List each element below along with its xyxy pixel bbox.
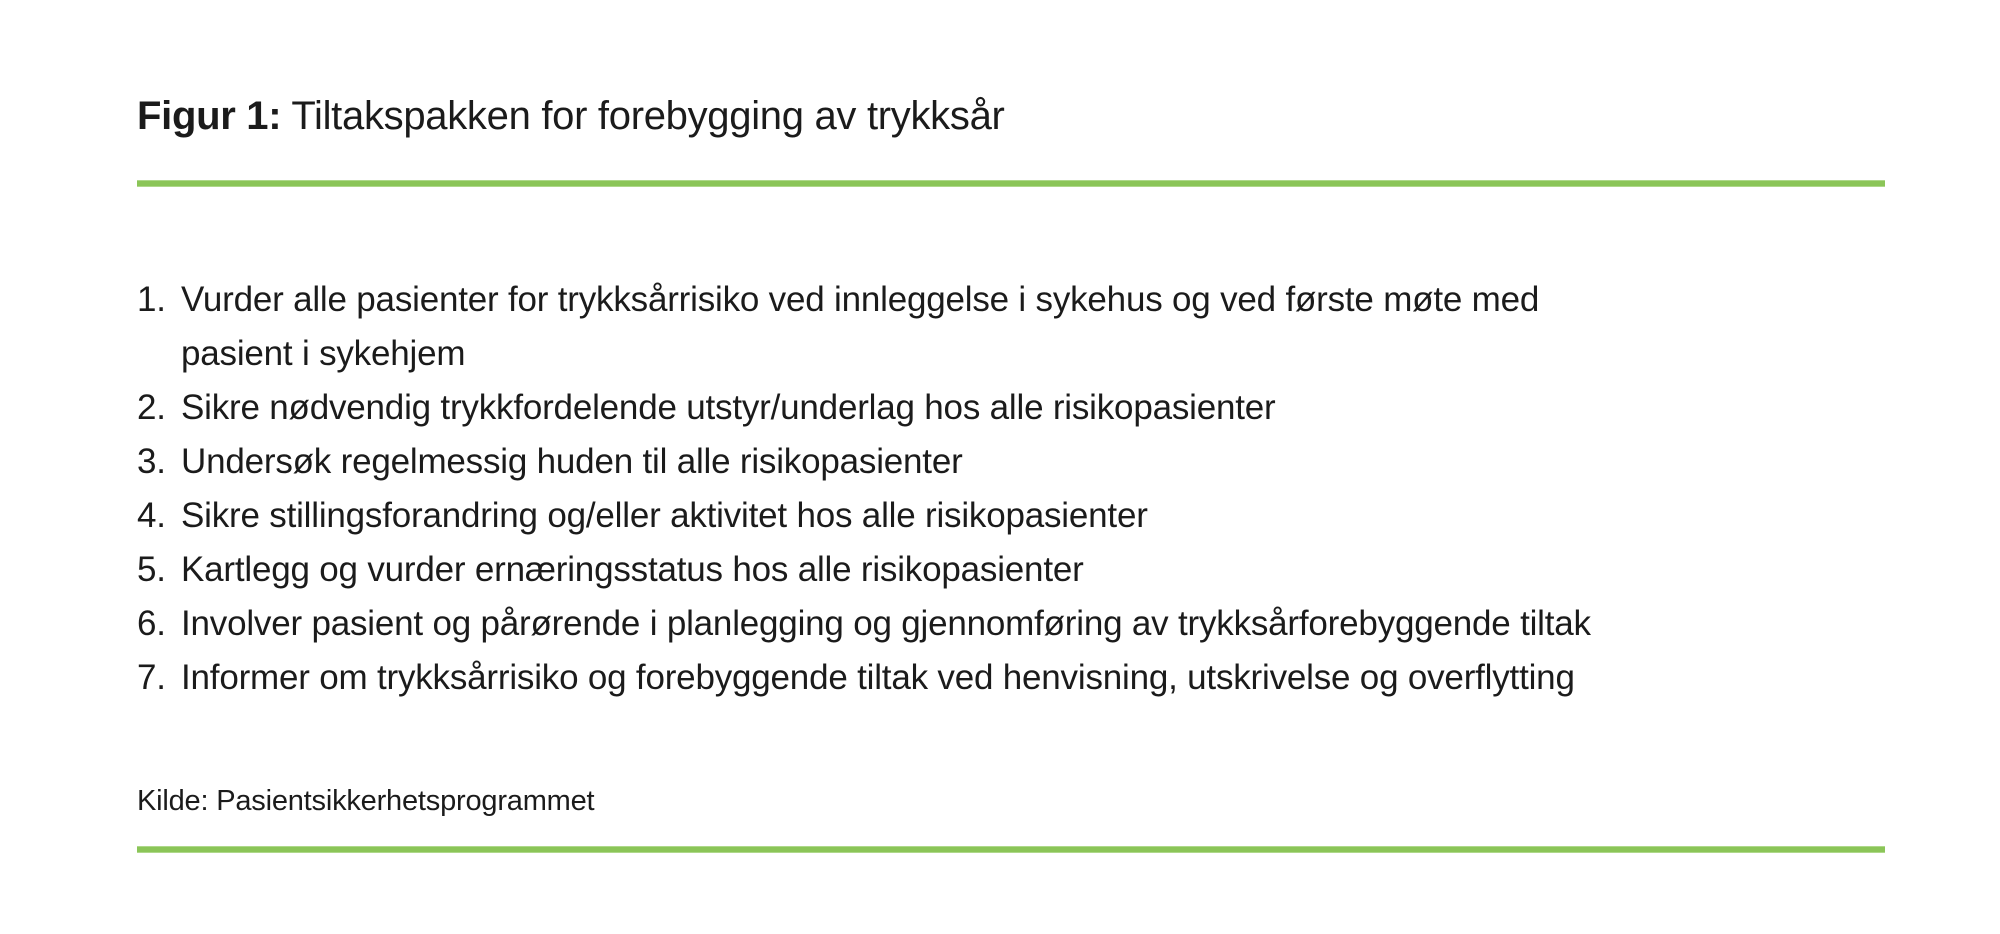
list-item <box>137 597 1885 651</box>
list-item-number: 7. <box>137 658 166 697</box>
list-item-number: 6. <box>137 604 166 643</box>
list-item-number: 3. <box>137 442 166 481</box>
list-item <box>137 273 1885 381</box>
list-item-line: Informer om trykksårrisiko og forebyggende tiltak ved henvisning, utskrivelse og overflytting <box>181 658 1575 697</box>
list-item-text <box>181 273 1885 381</box>
list-item-line: pasient i sykehjem <box>181 334 466 373</box>
list-item-line: Sikre stillingsforandring og/eller aktivitet hos alle risikopasienter <box>181 496 1148 535</box>
divider-line-top <box>137 180 1885 187</box>
list-item <box>137 489 1885 543</box>
list-item-text <box>181 381 1885 435</box>
list-item <box>137 543 1885 597</box>
list-item-text <box>181 597 1885 651</box>
list-item-line: Sikre nødvendig trykkfordelende utstyr/underlag hos alle risikopasienter <box>181 388 1276 427</box>
figure-title-text: Tiltakspakken for forebygging av trykksår <box>291 94 1005 138</box>
list-item-number: 5. <box>137 550 166 589</box>
list-item <box>137 381 1885 435</box>
figure-title <box>137 92 1885 140</box>
list-item-text <box>181 543 1885 597</box>
measures-list <box>137 273 1885 705</box>
list-item-line: Undersøk regelmessig huden til alle risikopasienter <box>181 442 963 481</box>
list-item-number: 1. <box>137 280 166 319</box>
list-item <box>137 651 1885 705</box>
list-item-text <box>181 489 1885 543</box>
list-item-line: Vurder alle pasienter for trykksårrisiko ved innleggelse i sykehus og ved første møte med <box>181 280 1540 319</box>
list-item-number: 4. <box>137 496 166 535</box>
source-citation: Kilde: Pasientsikkerhetsprogrammet <box>137 785 595 817</box>
list-item-number: 2. <box>137 388 166 427</box>
list-item-line: Kartlegg og vurder ernæringsstatus hos alle risikopasienter <box>181 550 1084 589</box>
figure-label: Figur 1: <box>137 94 282 138</box>
list-item-line: Involver pasient og pårørende i planlegging og gjennomføring av trykksårforebyggende tiltak <box>181 604 1591 643</box>
list-item-text <box>181 651 1885 705</box>
list-item <box>137 435 1885 489</box>
list-item-text <box>181 435 1885 489</box>
divider-line-bottom <box>137 846 1885 853</box>
